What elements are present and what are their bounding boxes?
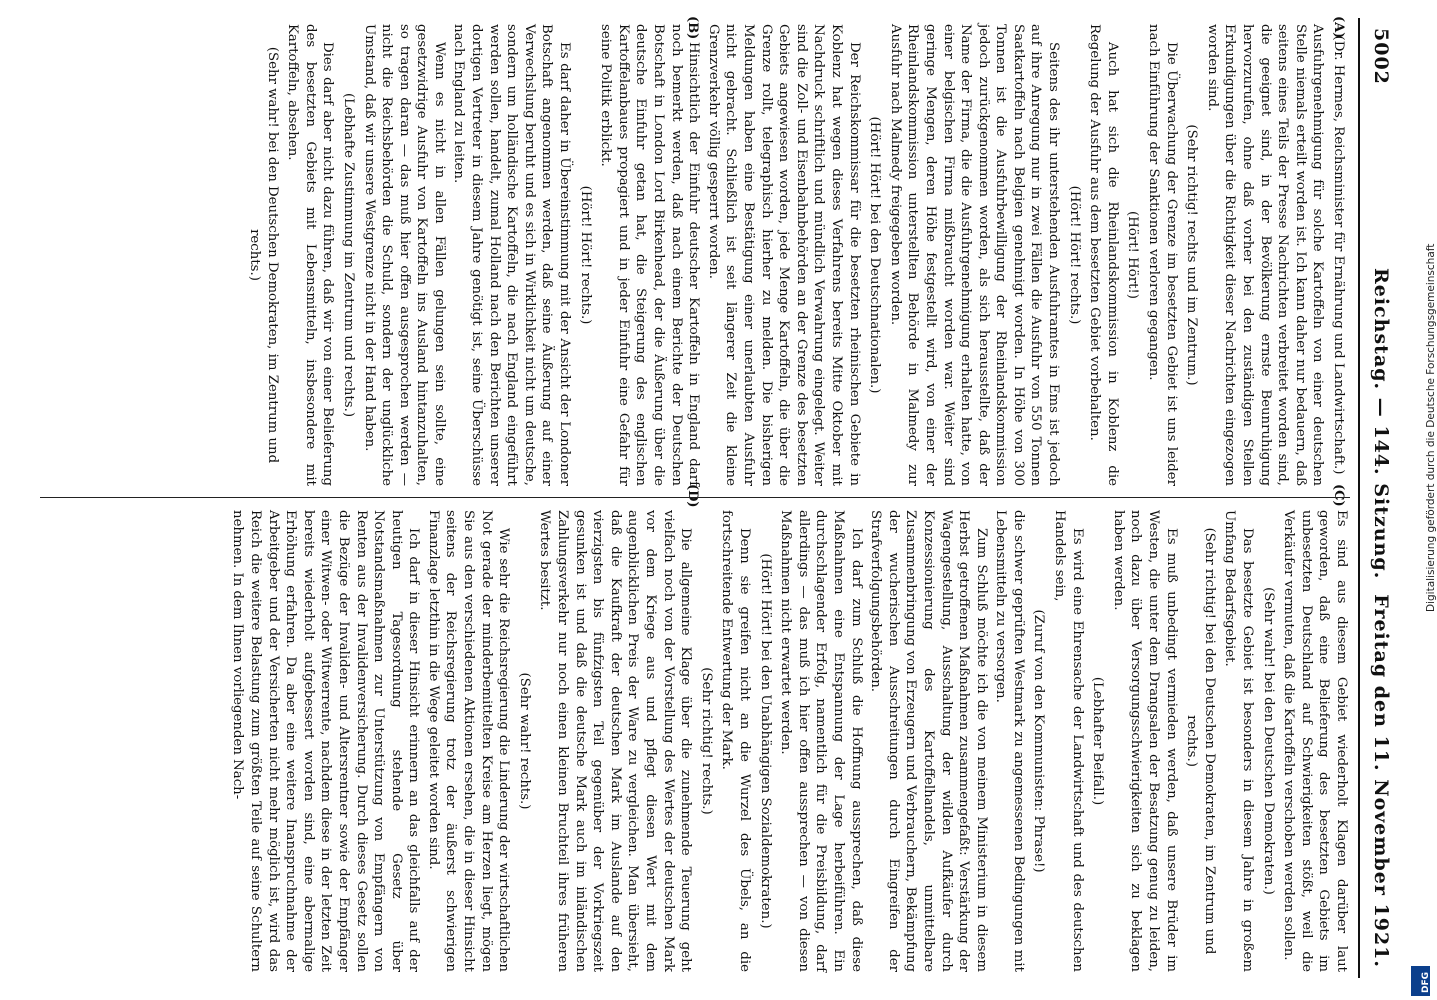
interjection: (Sehr richtig! bei den Deutschen Demokraten, im Zentrum und rechts.): [1184, 527, 1217, 955]
interjection: (Zuruf von den Kommunisten: Phrase!): [1031, 609, 1047, 873]
interjection: (Lebhafte Zustimmung im Zentrum und rechts.): [340, 92, 356, 418]
paragraph: Die allgemeine Klage über die zunehmende Teuerung geht vielfach noch von der Vorstellung des Wertes der deutschen Mark vor dem Kriege aus und pflegt diesen Wert mit dem augenblicklichen Preis der Ware zu vergleichen. Man übersieht, daß die Kaufkraft der deutschen Mark im Auslande auf den vierzigsten bis fünfzigsten Teil gegenüber der Vorkriegszeit gesunken ist und daß die deutsche Mark auch im inländischen Zahlungsverkehr nur noch einen kleinen Bruchteil ihres früheren Wertes besitzt.: [537, 510, 694, 972]
paragraph: Es darf daher in Übereinstimmung mit der Ansicht der Londoner Botschaft angenommen werden, daß seine Äußerung auf einer Verwechslung beruht und es sich in Wirklichkeit nicht um deutsche, sondern um holländische Kartoffeln, die nach England eingeführt werden sollen, handelt, zumal Holland nach den Berichten unserer dortigen Vertreter in diesem Jahre genötigt ist, seine Überschüsse nach England zu leiten.: [451, 24, 573, 486]
page-number: 5002: [1370, 28, 1392, 85]
interjection: (Hört! Hört!): [1125, 211, 1141, 299]
margin-marker-d: (D): [685, 484, 700, 508]
paragraph: Ausfuhrgenehmigung für solche Kartoffeln von einer deutschen Stelle niemals erteilt worden ist. Ich kann daher nur bedauern, daß seitens eines Teils der Presse Nachrichten verbreitet worden sind, die geeignet sind, in der Bevölkerung ernste Beunruhigung hervorzurufen, ohne daß vorher bei den zuständigen Stellen Erkundigungen über die Richtigkeit dieser Nachrichten eingezogen worden sind.: [1204, 24, 1326, 486]
paragraph: Es wird eine Ehrensache der Landwirtschaft und des deutschen Handels sein,: [1052, 510, 1085, 972]
header-rule: [1358, 18, 1360, 978]
left-column: [40, 24, 1350, 486]
session-date: Freitag den 11. November 1921.: [1370, 594, 1392, 968]
session-title: Reichstag. — 144. Sitzung.: [1370, 268, 1392, 580]
dfg-logo-text: DFG: [1421, 971, 1431, 993]
document-page: [28, 18, 1398, 978]
margin-marker-a: (A): [1331, 16, 1346, 39]
dfg-logo: [1411, 966, 1430, 996]
paragraph: Denn sie greifen nicht an die Wurzel des Übels, an die fortschreitende Entwertung der Mark.: [719, 510, 752, 972]
interjection: (Hört! Hört! rechts.): [1066, 185, 1082, 325]
interjection: (Sehr wahr! bei den Deutschen Demokraten, im Zentrum und rechts.): [246, 46, 280, 464]
margin-marker-c: (C): [1331, 484, 1346, 507]
column-divider: [40, 497, 1350, 498]
paragraph: Seitens des ihr unterstehenden Ausfuhramtes in Ems ist jedoch auf ihre Anregung nur in zwei Fällen die Ausfuhr von 550 Tonnen Saatkartoffeln nach Belgien genehmigt worden. In Höhe von 300 Tonnen ist die Ausfuhrbewilligung der Rheinlandskommission jedoch zurückgenommen worden, als sich herausstellte, daß der Name der Firma, die die Ausfuhrgenehmigung erhalten hatte, von einer belgischen Firma mißbraucht worden war. Weiter sind geringe Mengen, deren Höhe festgestellt wird, von einer der Rheinlandskommission unterstellten Behörde in Malmedy zur Ausfuhr nach Malmedy freigegeben worden.: [887, 24, 1062, 486]
paragraph: Zum Schluß möchte ich die von meinem Ministerium in diesem Herbst getroffenen Maßnahmen zusammengefaßt: Verstärkung der Wagengestellung, Ausschaltung der wilden Aufkäufer durch Konzessionierung des Kartoffelhandels, unmittelbare Zusammenbringung von Erzeugern und Verbrauchern, Bekämpfung der wucherischen Ausschreitungen durch Eingreifen der Strafverfolgungsbehörden.: [868, 510, 989, 972]
interjection: (Hört! Hört! rechts.): [577, 185, 593, 325]
paragraph: die schwer geprüften Westmark zu angemessenen Bedingungen mit Lebensmitteln zu versorgen.: [993, 510, 1026, 972]
page-header: [1358, 18, 1398, 978]
paragraph: Der Reichskommissar für die besetzten rheinischen Gebiete in Koblenz hat wegen dieses Verfahrens bereits Mitte Oktober mit Nachdruck schriftlich und mündlich Verwahrung eingelegt. Weiter sind die Zoll- und Eisenbahnbehörden an der Grenze des besetzten Gebiets angewiesen worden, jede Menge Kartoffeln, die über die Grenze rollt, telegraphisch hierher zu melden. Die bisherigen Meldungen haben eine Bestätigung einer unerlaubten Ausfuhr nicht gebracht. Schließlich ist seit längerer Zeit die kleine Grenzverkehr völlig gesperrt worden.: [705, 24, 862, 486]
paragraph: Die Überwachung der Grenze im besetzten Gebiet ist uns leider nach Einführung der Sanktionen verloren gegangen.: [1146, 24, 1179, 486]
paragraph: Es sind aus diesem Gebiet wiederholt Klagen darüber laut geworden, daß eine Belieferung des besetzten Gebiets im unbesetzten Deutschland auf Schwierigkeiten stößt, weil die Verkäufer vermuten, daß die Kartoffeln verschoben werden sollen.: [1281, 510, 1349, 972]
interjection: (Hört! Hört! bei den Deutschnationalen.): [867, 116, 883, 394]
interjection: (Sehr richtig! rechts.): [698, 667, 714, 815]
interjection: (Sehr richtig! rechts und im Zentrum.): [1184, 124, 1200, 386]
interjection: (Hört! Hört! bei den Unabhängigen Sozialdemokraten.): [757, 553, 773, 929]
interjection: (Sehr wahr! rechts.): [516, 672, 532, 810]
digitization-credit: Digitalisierung gefördert durch die Deutsche Forschungsgemeinschaft: [1425, 243, 1437, 612]
paragraph: Wie sehr die Reichsregierung die Linderung der wirtschaftlichen Not gerade der minderbemittelten Kreise am Herzen liegt, mögen Sie aus den verschiedenen Aktionen ersehen, die in dieser Hinsicht seitens der Reichsregierung trotz der äußerst schwierigen Finanzlage letzthin in die Wege geleitet worden sind.: [425, 510, 512, 972]
interjection: (Sehr wahr! bei den Deutschen Demokraten.): [1260, 587, 1276, 895]
paragraph: Das besetzte Gebiet ist besonders in diesem Jahre in großem Umfang Bedarfsgebiet.: [1222, 510, 1256, 972]
interjection: (Lebhafter Beifall.): [1090, 676, 1106, 806]
paragraph: Ich darf in dieser Hinsicht erinnern an das gleichfalls auf der heutigen Tagesordnung stehende Gesetz über Notstandsmaßnahmen zur Unterstützung von Empfängern von Renten aus der Invalidenversicherung. Durch dieses Gesetz sollen die Bezüge der Invaliden- und Altersrentner sowie der Empfänger einer Witwen- oder Witwerrente, nachdem diese in der letzten Zeit bereits wiederholt aufgebessert worden sind, eine abermalige Erhöhung erfahren. Da aber eine weitere Inanspruchnahme der Arbeitgeber und der Versicherten nicht mehr möglich ist, wird das Reich die weitere Belastung zum größten Teile auf seine Schultern nehmen. In dem Ihnen vorliegenden Nach-: [230, 510, 422, 972]
paragraph: Es muß unbedingt vermieden werden, daß unsere Brüder im Westen, die unter dem Drangsalen der Besatzung genug zu leiden, noch dazu über Versorgungsschwierigkeiten sich zu beklagen haben werden.: [1110, 510, 1179, 972]
paragraph: Hinsichtlich der Einfuhr deutscher Kartoffeln in England darf noch bemerkt werden, daß nach einem Berichte der Deutschen Botschaft in London Lord Birkenhead, der die Äußerung über die deutsche Einfuhr getan hat, die Steigerung des englischen Kartoffelanbaues propagiert und in jeder Einfuhr eine Gefahr für seine Politik erblickt.: [598, 24, 702, 486]
margin-marker-b: (B): [685, 16, 700, 40]
paragraph: Dies darf aber nicht dazu führen, daß wir von einer Belieferung des besetzten Gebiets mit Lebensmitteln, insbesondere mit Kartoffeln, absehen.: [285, 24, 336, 486]
speaker-line: (Dr. Hermes, Reichsminister für Ernährung und Landwirtschaft.): [1331, 35, 1346, 475]
paragraph: Ich darf zum Schluß die Hoffnung aussprechen, daß diese Maßnahmen eine Entspannung der Lage herbeiführen. Ein durchschlagender Erfolg, namentlich für die Preisbildung, darf allerdings — das muß ich hier offen aussprechen — von diesen Maßnahmen nicht erwartet werden.: [778, 510, 864, 972]
paragraph: Wenn es nicht in allen Fällen gelungen sein sollte, eine gesetzwidrige Ausfuhr von Kartoffeln ins Ausland hintanzuhalten, so tragen daran — das muß hier offen ausgesprochen werden — nicht die Reichsbehörden die Schuld, sondern der unglückliche Umstand, daß wir unsere Westgrenze nicht in der Hand haben.: [361, 24, 447, 486]
paragraph: Auch hat sich die Rheinlandskommission in Koblenz die Regelung der Ausfuhr aus dem besetzten Gebiet vorbehalten.: [1087, 24, 1120, 486]
right-column: [40, 510, 1350, 972]
